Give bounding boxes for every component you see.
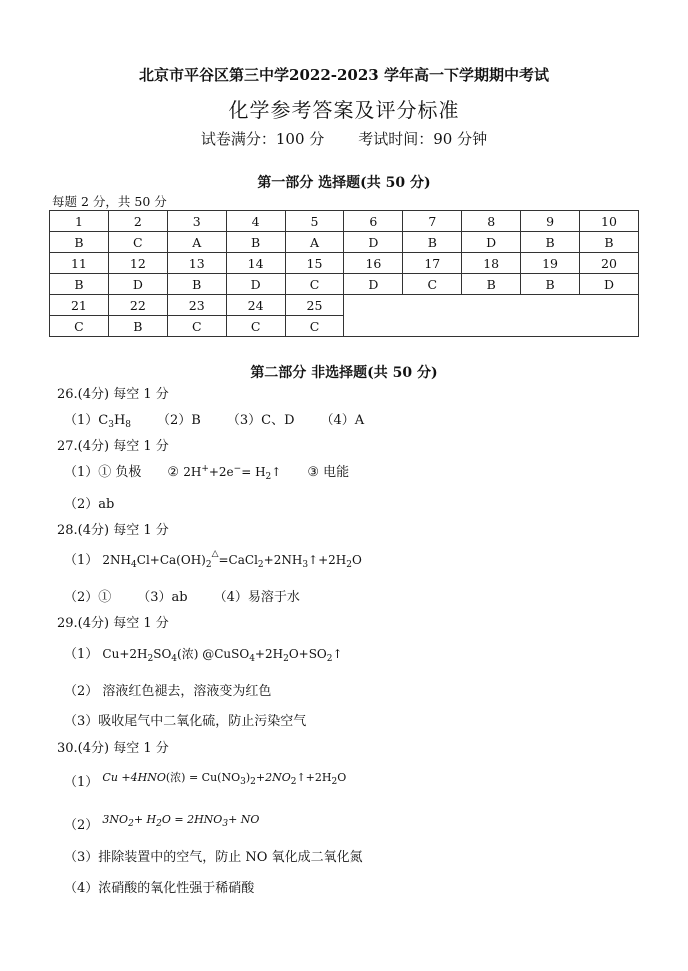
q30-header: 30.(4分) 每空 1 分 [57, 741, 169, 756]
q28-a1: （1） $2NH_4Cl+Ca(OH)_2^\triangle=CaCl_2+2NH_3↑+2H_2O$ [64, 549, 362, 570]
table-cell: 11 [50, 253, 109, 274]
q26-a1: $(1)C_3H_8$ [64, 413, 132, 430]
table-cell: D [462, 232, 521, 253]
q30-a2: （2） $3NO_2+ H_2O = 2HNO_3+$ NO [64, 813, 260, 833]
table-cell: 14 [226, 253, 285, 274]
q28-header: 28.(4分) 每空 1 分 [57, 523, 169, 538]
table-cell: C [108, 232, 167, 253]
table-cell: D [344, 232, 403, 253]
full-score: 试卷满分：100 分 [200, 130, 325, 148]
q26-answers [64, 409, 364, 430]
no2-water-equation: $3NO_2+ H_2O = 2HNO_3+$ NO [102, 813, 260, 829]
q26-header: 26.(4分) 每空 1 分 [57, 387, 169, 402]
answer-table [49, 210, 639, 337]
table-cell: B [580, 232, 639, 253]
q30-a4: （4）浓硝酸的氧化性强于稀硝酸 [64, 881, 255, 896]
table-cell: 24 [226, 295, 285, 316]
table-cell: 25 [285, 295, 344, 316]
q30-a3: （3）排除装置中的空气，防止 NO 氧化成二氧化氮 [64, 850, 363, 865]
electrode-equation: $2H^++2e^-= H_2↑$ [183, 464, 282, 482]
table-cell: 9 [521, 211, 580, 232]
table-cell: D [344, 274, 403, 295]
table-cell: D [226, 274, 285, 295]
ammonia-equation: $2NH_4Cl+Ca(OH)_2^\triangle=CaCl_2+2NH_3↑+2H_2O$ [102, 549, 362, 570]
q26-a4: （4）A [320, 413, 365, 428]
table-cell: 3 [167, 211, 226, 232]
table-cell: C [226, 316, 285, 337]
q29-a2: （2） 溶液红色褪去，溶液变为红色 [64, 684, 272, 699]
table-cell: D [108, 274, 167, 295]
q27-header: 27.(4分) 每空 1 分 [57, 439, 169, 454]
table-cell: C [167, 316, 226, 337]
q27-a1: （1）① 负极 ② $2H^++2e^-= H_2↑$ ③ 电能 [64, 464, 350, 482]
table-row [50, 232, 639, 253]
table-cell: A [285, 232, 344, 253]
table-cell: 6 [344, 211, 403, 232]
score-note: 每题 2 分，共 50 分 [52, 194, 167, 209]
table-cell: B [50, 232, 109, 253]
table-empty-cell [344, 295, 639, 337]
table-cell: 12 [108, 253, 167, 274]
q26-a3: （3）C、D [226, 413, 295, 428]
table-cell: B [226, 232, 285, 253]
copper-nitric-equation: Cu +4HNO(浓) = $Cu(NO_3)_2+2NO_2↑+2H_2O$ [102, 771, 347, 787]
table-cell: B [521, 232, 580, 253]
table-cell: A [167, 232, 226, 253]
table-cell: 4 [226, 211, 285, 232]
table-cell: 20 [580, 253, 639, 274]
table-cell: 22 [108, 295, 167, 316]
table-cell: 13 [167, 253, 226, 274]
table-cell: D [580, 274, 639, 295]
table-row [50, 295, 639, 316]
q29-header: 29.(4分) 每空 1 分 [57, 616, 169, 631]
q29-a1: （1） $Cu+2H_2SO_4$(浓) $@CuSO_4+2H_2O+SO_2↑$ [64, 647, 343, 664]
table-cell: 16 [344, 253, 403, 274]
table-cell: 7 [403, 211, 462, 232]
table-cell: 8 [462, 211, 521, 232]
q30-a1: （1） Cu +4HNO(浓) = $Cu(NO_3)_2+2NO_2↑+2H_2O$ [64, 771, 347, 790]
table-cell: 15 [285, 253, 344, 274]
table-cell: 10 [580, 211, 639, 232]
table-cell: 2 [108, 211, 167, 232]
table-cell: B [108, 316, 167, 337]
table-cell: B [50, 274, 109, 295]
table-cell: C [285, 316, 344, 337]
table-cell: C [285, 274, 344, 295]
table-cell: B [462, 274, 521, 295]
part1-heading: 第一部分 选择题(共 50 分) [257, 175, 431, 191]
exam-info [0, 128, 688, 149]
document-title: 化学参考答案及评分标准 [228, 98, 460, 122]
table-cell: 5 [285, 211, 344, 232]
table-cell: C [50, 316, 109, 337]
q26-a2: （2）B [157, 413, 201, 428]
table-cell: 1 [50, 211, 109, 232]
table-cell: C [403, 274, 462, 295]
table-cell: B [403, 232, 462, 253]
table-cell: B [521, 274, 580, 295]
school-exam-title: 北京市平谷区第三中学2022-2023 学年高一下学期期中考试 [139, 66, 549, 84]
exam-time: 考试时间：90 分钟 [358, 130, 488, 148]
table-cell: 17 [403, 253, 462, 274]
table-row [50, 211, 639, 232]
table-cell: 23 [167, 295, 226, 316]
q27-a2: （2）ab [64, 497, 115, 512]
copper-sulfuric-equation: $Cu+2H_2SO_4$(浓) $@CuSO_4+2H_2O+SO_2↑$ [102, 647, 343, 664]
table-cell: 21 [50, 295, 109, 316]
table-cell: 19 [521, 253, 580, 274]
q29-a3: （3）吸收尾气中二氧化硫，防止污染空气 [64, 714, 307, 729]
q28-a2-a4: （2）① （3）ab （4）易溶于水 [64, 590, 300, 605]
table-row [50, 253, 639, 274]
table-cell: B [167, 274, 226, 295]
part2-heading: 第二部分 非选择题(共 50 分) [250, 365, 438, 381]
table-row [50, 274, 639, 295]
table-cell: 18 [462, 253, 521, 274]
